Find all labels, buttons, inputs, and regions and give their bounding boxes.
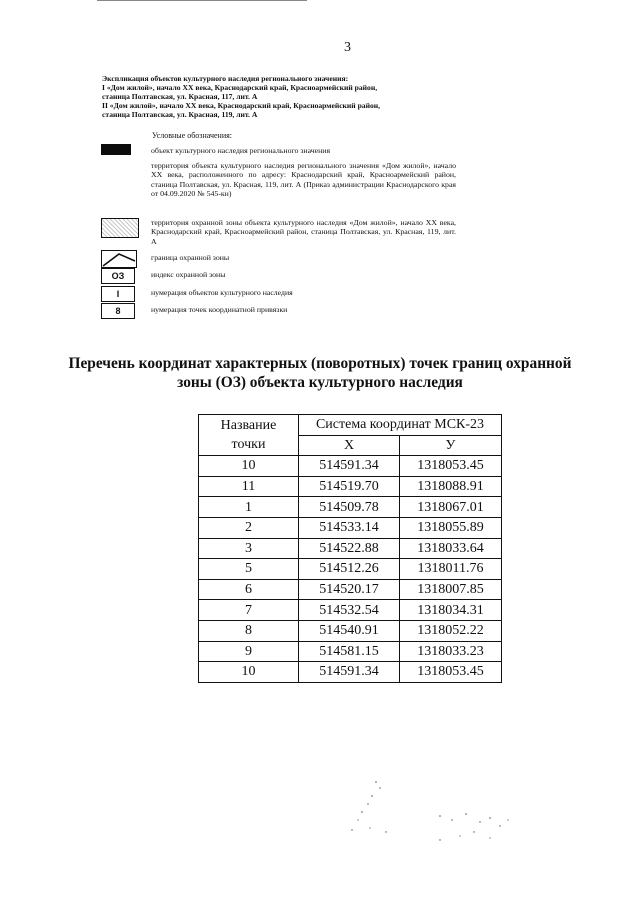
legend-text-protection-zone: территория охранной зоны объекта культурного наследия «Дом жилой», начало XX века, Краснодарский край, Красноармейский район, станица Полтавская, ул. Красная, 119, лит. А <box>151 218 456 246</box>
table-row <box>199 476 502 497</box>
x-cell: 514540.91 <box>299 620 400 641</box>
heading-line: Перечень координат характерных (поворотных) точек границ охранной <box>68 355 572 372</box>
explication-block <box>102 74 432 119</box>
legend-text-zone-index: индекс охранной зоны <box>151 270 226 279</box>
x-cell: 514533.14 <box>299 517 400 538</box>
heading-line: зоны (ОЗ) объекта культурного наследия <box>177 374 463 391</box>
x-cell: 514509.78 <box>299 497 400 518</box>
table-row <box>199 620 502 641</box>
x-cell: 514581.15 <box>299 641 400 662</box>
point-cell: 3 <box>199 538 299 559</box>
y-cell: 1318067.01 <box>400 497 502 518</box>
point-cell: 10 <box>199 662 299 683</box>
point-name-header-line: точки <box>231 437 266 453</box>
explication-line: I «Дом жилой», начало XX века, Краснодарский край, Красноармейский район, <box>102 83 378 92</box>
table-row <box>199 641 502 662</box>
legend-text-boundary: граница охранной зоны <box>151 253 230 262</box>
point-cell: 2 <box>199 517 299 538</box>
legend-text-heritage-object: объект культурного наследия регионального значения <box>151 146 331 155</box>
point-cell: 6 <box>199 579 299 600</box>
coordinates-table <box>198 414 502 683</box>
y-cell: 1318011.76 <box>400 559 502 580</box>
y-cell: 1318053.45 <box>400 456 502 477</box>
y-cell: 1318052.22 <box>400 620 502 641</box>
table-row <box>199 497 502 518</box>
y-cell: 1318033.64 <box>400 538 502 559</box>
legend-text-point-numbering: нумерация точек координатной привязки <box>151 305 288 314</box>
coordinate-system-header: Система координат МСК-23 <box>299 415 502 436</box>
y-cell: 1318088.91 <box>400 476 502 497</box>
x-cell: 514532.54 <box>299 600 400 621</box>
x-cell: 514519.70 <box>299 476 400 497</box>
explication-line: станица Полтавская, ул. Красная, 119, лит. А <box>102 110 258 119</box>
y-cell: 1318055.89 <box>400 517 502 538</box>
x-header: X <box>299 435 400 456</box>
x-cell: 514520.17 <box>299 579 400 600</box>
legend-text-territory: территория объекта культурного наследия регионального значения «Дом жилой», начало XX века, расположенного по адресу: Краснодарский край, Красноармейский район, станица Полтавская, ул. Красная, 119, лит. А (Приказ администрации Краснодарского края от 04.09.2020 № 545-кн) <box>151 161 456 199</box>
top-rule <box>97 0 307 1</box>
heritage-object-symbol <box>101 144 131 155</box>
point-name-header <box>199 415 299 456</box>
point-cell: 1 <box>199 497 299 518</box>
table-row <box>199 456 502 477</box>
coordinates-heading <box>60 354 580 392</box>
table-row <box>199 559 502 580</box>
point-cell: 9 <box>199 641 299 662</box>
explication-line: II «Дом жилой», начало XX века, Краснодарский край, Красноармейский район, <box>102 101 381 110</box>
point-cell: 8 <box>199 620 299 641</box>
y-cell: 1318053.45 <box>400 662 502 683</box>
legend-title: Условные обозначения: <box>152 131 233 140</box>
table-row <box>199 579 502 600</box>
table-row <box>199 600 502 621</box>
point-cell: 10 <box>199 456 299 477</box>
zone-boundary-symbol <box>101 250 137 268</box>
x-cell: 514591.34 <box>299 662 400 683</box>
y-header: У <box>400 435 502 456</box>
legend-text-object-numbering: нумерация объектов культурного наследия <box>151 288 293 297</box>
y-cell: 1318034.31 <box>400 600 502 621</box>
x-cell: 514522.88 <box>299 538 400 559</box>
table-row <box>199 662 502 683</box>
point-cell: 5 <box>199 559 299 580</box>
y-cell: 1318007.85 <box>400 579 502 600</box>
x-cell: 514591.34 <box>299 456 400 477</box>
y-cell: 1318033.23 <box>400 641 502 662</box>
point-name-header-line: Название <box>220 418 277 434</box>
scan-specks <box>340 770 530 850</box>
boundary-line-icon <box>102 251 136 267</box>
object-number-symbol: I <box>101 286 135 302</box>
point-cell: 11 <box>199 476 299 497</box>
x-cell: 514512.26 <box>299 559 400 580</box>
point-number-symbol: 8 <box>101 303 135 319</box>
protection-zone-hatch-symbol <box>101 218 139 238</box>
explication-line: станица Полтавская, ул. Красная, 117, лит. А <box>102 92 258 101</box>
table-row <box>199 538 502 559</box>
page-number: 3 <box>344 40 351 55</box>
table-row <box>199 517 502 538</box>
point-cell: 7 <box>199 600 299 621</box>
zone-index-symbol: ОЗ <box>101 268 135 284</box>
explication-title: Экспликация объектов культурного наследия регионального значения: <box>102 74 349 83</box>
